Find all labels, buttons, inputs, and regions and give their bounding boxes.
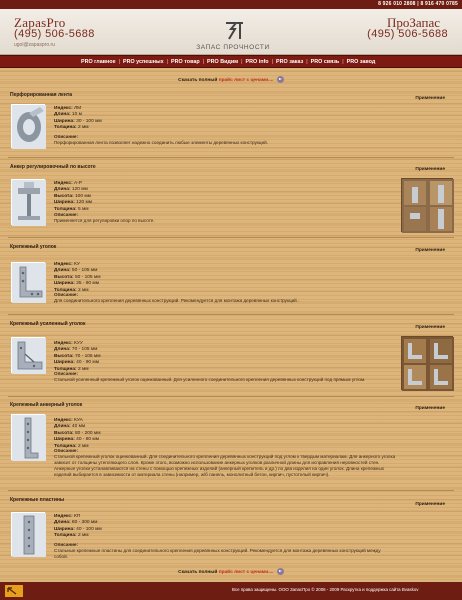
product-title: Крепежный уголок: [10, 244, 57, 250]
product-image[interactable]: [11, 179, 45, 225]
divider: [8, 157, 454, 158]
spec-label: Толщина:: [54, 366, 77, 372]
application-photo[interactable]: [401, 178, 453, 232]
spec-label: Ширина:: [54, 200, 75, 206]
price-list-link[interactable]: прайс лист с ценами....: [218, 77, 274, 83]
description-text: Применяется для регулировки опор по высоте.: [54, 218, 155, 223]
product-image[interactable]: [11, 337, 45, 373]
product-description: [54, 448, 398, 478]
apply-link[interactable]: Применение: [415, 406, 445, 411]
description-text: Стальные крепежные пластины для соединительного крепления деревянных конструкций. Рекомендуется для монтажа деревянных конструкций между собой.: [54, 548, 381, 559]
spec-width: 40 - 100 мм: [76, 526, 102, 532]
product-specs: [54, 514, 102, 540]
spec-label: Длина:: [54, 347, 71, 353]
nav-item-info[interactable]: PRO info: [245, 59, 269, 65]
product-image[interactable]: [11, 512, 45, 556]
spec-thickness: 2 мм: [78, 443, 89, 449]
price-list-link[interactable]: прайс лист с ценами....: [218, 569, 274, 575]
spec-label: Толщина:: [54, 206, 77, 212]
application-photo-icon: [402, 337, 454, 391]
product-title: Анкер регулировочный по высоте: [10, 164, 96, 170]
product-title: Крепежный анкерный уголок: [10, 402, 83, 408]
top-bar: [0, 0, 462, 9]
spec-label: Высота:: [54, 274, 74, 280]
spec-index: КУА: [74, 418, 83, 423]
spec-label: Толщина:: [54, 443, 77, 449]
divider: [8, 490, 454, 491]
apply-link[interactable]: Применение: [415, 325, 445, 330]
description-text: Перфорированная лента позволяет надежно соединить любые элементы деревянных конструкций.: [54, 140, 268, 145]
logo-mark-icon: [223, 20, 245, 42]
mounting-plate-icon: [12, 513, 46, 557]
spec-height: 50 - 105 мм: [75, 274, 101, 280]
apply-link[interactable]: Применение: [415, 167, 445, 172]
spec-length: 80 - 300 мм: [71, 520, 98, 526]
spec-label: Толщина:: [54, 287, 77, 293]
description-label: Описание:: [54, 542, 79, 547]
spec-label: Индекс:: [54, 106, 73, 111]
spec-thickness: 2 мм: [78, 125, 89, 131]
product-title: Крепежные пластины: [10, 497, 65, 503]
description-label: Описание:: [54, 448, 79, 453]
spec-length: 50 - 105 мм: [71, 268, 98, 274]
spec-height: 100 мм: [75, 193, 91, 199]
spec-label: Длина:: [54, 187, 71, 193]
description-label: Описание:: [54, 371, 79, 376]
spec-label: Индекс:: [54, 514, 73, 519]
anchor-corner-icon: [12, 415, 46, 461]
spec-label: Толщина:: [54, 533, 77, 539]
product-description: [54, 371, 394, 383]
spec-index: КП: [74, 514, 81, 519]
spec-label: Длина:: [54, 268, 71, 274]
spec-label: Индекс:: [54, 418, 73, 423]
apply-link[interactable]: Применение: [415, 248, 445, 253]
phone-left: (495) 506-5688: [14, 28, 95, 40]
spec-label: Длина:: [54, 424, 71, 430]
spec-label: Индекс:: [54, 341, 73, 346]
product-specs: [54, 418, 101, 450]
nav-item-video[interactable]: PRO Видим: [207, 59, 239, 65]
spec-label: Высота:: [54, 430, 74, 436]
nav-item-product[interactable]: PRO товар: [171, 59, 200, 65]
height-anchor-icon: [12, 180, 46, 226]
nav-separator: |: [241, 59, 243, 65]
arrow-right-icon[interactable]: [277, 568, 284, 575]
apply-link[interactable]: Применение: [415, 502, 445, 507]
spec-height: 70 - 105 мм: [75, 353, 101, 359]
description-text: Для соединительного крепления деревянных конструкций. Рекомендуется для монтажа деревянных конструкций .: [54, 298, 300, 303]
nav-separator: |: [118, 59, 120, 65]
divider: [8, 237, 454, 238]
nav-item-factory[interactable]: PRO завод: [346, 59, 376, 65]
product-specs: [54, 262, 101, 294]
spec-length: 10 м: [71, 112, 82, 118]
spec-label: Длина:: [54, 520, 71, 526]
application-photo-icon: [402, 179, 454, 233]
nav-item-successful[interactable]: PRO успешных: [122, 59, 164, 65]
phone-right: (495) 506-5688: [367, 28, 448, 40]
divider: [8, 396, 454, 397]
download-price-bottom: [0, 568, 462, 575]
spec-length: 120 мм: [71, 187, 88, 193]
spec-label: Толщина:: [54, 125, 77, 131]
logo-text: ЗАПАС ПРОЧНОСТИ: [196, 44, 270, 51]
spec-height: 80 - 200 мм: [75, 430, 101, 436]
download-prefix: Скачать полный: [178, 77, 218, 83]
copyright-text: Все права защищены. ООО ЗапасПро © 2006 - 2009 Раскрутка и поддержка сайта Bvaskov: [232, 587, 419, 592]
nav-separator: |: [306, 59, 308, 65]
download-price-top: [0, 76, 462, 83]
spec-label: Ширина:: [54, 437, 75, 443]
spec-index: ЛМ: [74, 106, 82, 111]
product-specs: [54, 181, 92, 213]
spec-thickness: 2 мм: [78, 366, 89, 372]
nav-separator: |: [342, 59, 344, 65]
spec-width: 30 - 100 мм: [76, 118, 102, 124]
spec-thickness: 2 мм: [78, 533, 89, 539]
nav-separator: |: [166, 59, 169, 65]
spec-index: КУУ: [74, 341, 83, 346]
brand-left[interactable]: ZapasPro: [14, 15, 66, 30]
product-image[interactable]: [11, 414, 45, 460]
spec-label: Ширина:: [54, 281, 75, 287]
top-phones: 8 926 010 2808 | 8 916 470 0785: [378, 1, 458, 7]
product-specs: [54, 106, 102, 132]
arrow-icon: [5, 585, 23, 597]
spec-width: 40 - 80 мм: [76, 437, 100, 443]
nav-separator: |: [202, 59, 205, 65]
description-label: Описание:: [54, 134, 79, 139]
nav-item-order[interactable]: PRO заказ: [276, 59, 304, 65]
product-description: [54, 542, 394, 560]
spec-label: Высота:: [54, 353, 74, 359]
description-text: Стальной крепежный уголок оцинкованный. Для соединительного крепления деревянных конструкций под углом к твердым материалам. Для анкерного уголка зависит от толщины утепляющего слоя. Кроме этого, возможно использование анкерных уголков различной длины для исправления неровностей стен. Анкерные уголки устанавливаются на стены с помощью крепежных изделий (анкерный крепитель и др.) по два изделия на один уголок. Длина крепежных изделий выбирается в зависимости от материала стены (например, ж/б панель, монолитный бетон, кирпич, пустотелый кирпич).: [54, 454, 396, 477]
description-label: Описание:: [54, 292, 79, 297]
product-image[interactable]: [11, 262, 45, 302]
spec-length: 70 - 105 мм: [71, 347, 98, 353]
spec-label: Ширина:: [54, 118, 75, 124]
arrow-right-icon[interactable]: [277, 76, 284, 83]
spec-width: 35 - 90 мм: [76, 281, 100, 287]
spec-label: Ширина:: [54, 360, 75, 366]
reinforced-corner-icon: [12, 338, 46, 374]
description-label: Описание:: [54, 212, 79, 217]
nav-item-main[interactable]: PRO главное: [81, 59, 116, 65]
spec-thickness: 2 мм: [78, 287, 89, 293]
product-description: [54, 292, 394, 304]
description-text: Стальной усиленный крепежный уголок оцинкованный. Для усиленного соединительного крепления деревянных конструкций под прямым углом.: [54, 377, 366, 382]
nav-item-contact[interactable]: PRO связь: [310, 59, 340, 65]
corner-bracket-icon: [12, 263, 46, 303]
spec-length: 40 мм: [71, 424, 86, 430]
site-footer: [0, 582, 462, 600]
product-description: [54, 212, 384, 224]
spec-thickness: 5 мм: [78, 206, 89, 212]
product-title: Перфорированная лента: [10, 92, 73, 98]
spec-width: 40 - 90 мм: [76, 360, 100, 366]
product-title: Крепежный усиленный уголок: [10, 321, 86, 327]
application-photo[interactable]: [401, 336, 453, 390]
download-prefix: Скачать полный: [178, 569, 218, 575]
nav-separator: |: [271, 59, 274, 65]
product-specs: [54, 341, 101, 373]
spec-label: Индекс:: [54, 262, 73, 267]
spec-width: 120 мм: [76, 200, 93, 206]
spec-index: А-Р: [74, 181, 83, 186]
product-image[interactable]: [11, 104, 45, 148]
footer-logo[interactable]: [5, 585, 23, 597]
spec-label: Индекс:: [54, 181, 73, 186]
email-link[interactable]: ugol@zapaspro.ru: [14, 42, 55, 48]
divider: [8, 314, 454, 315]
perforated-tape-icon: [12, 105, 46, 149]
site-header: [0, 9, 462, 55]
spec-index: КУ: [74, 262, 80, 267]
main-nav: [0, 55, 462, 68]
brand-right[interactable]: ПроЗапас: [387, 15, 440, 30]
spec-label: Высота:: [54, 193, 74, 199]
product-description: [54, 134, 394, 146]
apply-link[interactable]: Применение: [415, 96, 445, 101]
spec-label: Длина:: [54, 112, 71, 118]
spec-label: Ширина:: [54, 526, 75, 532]
